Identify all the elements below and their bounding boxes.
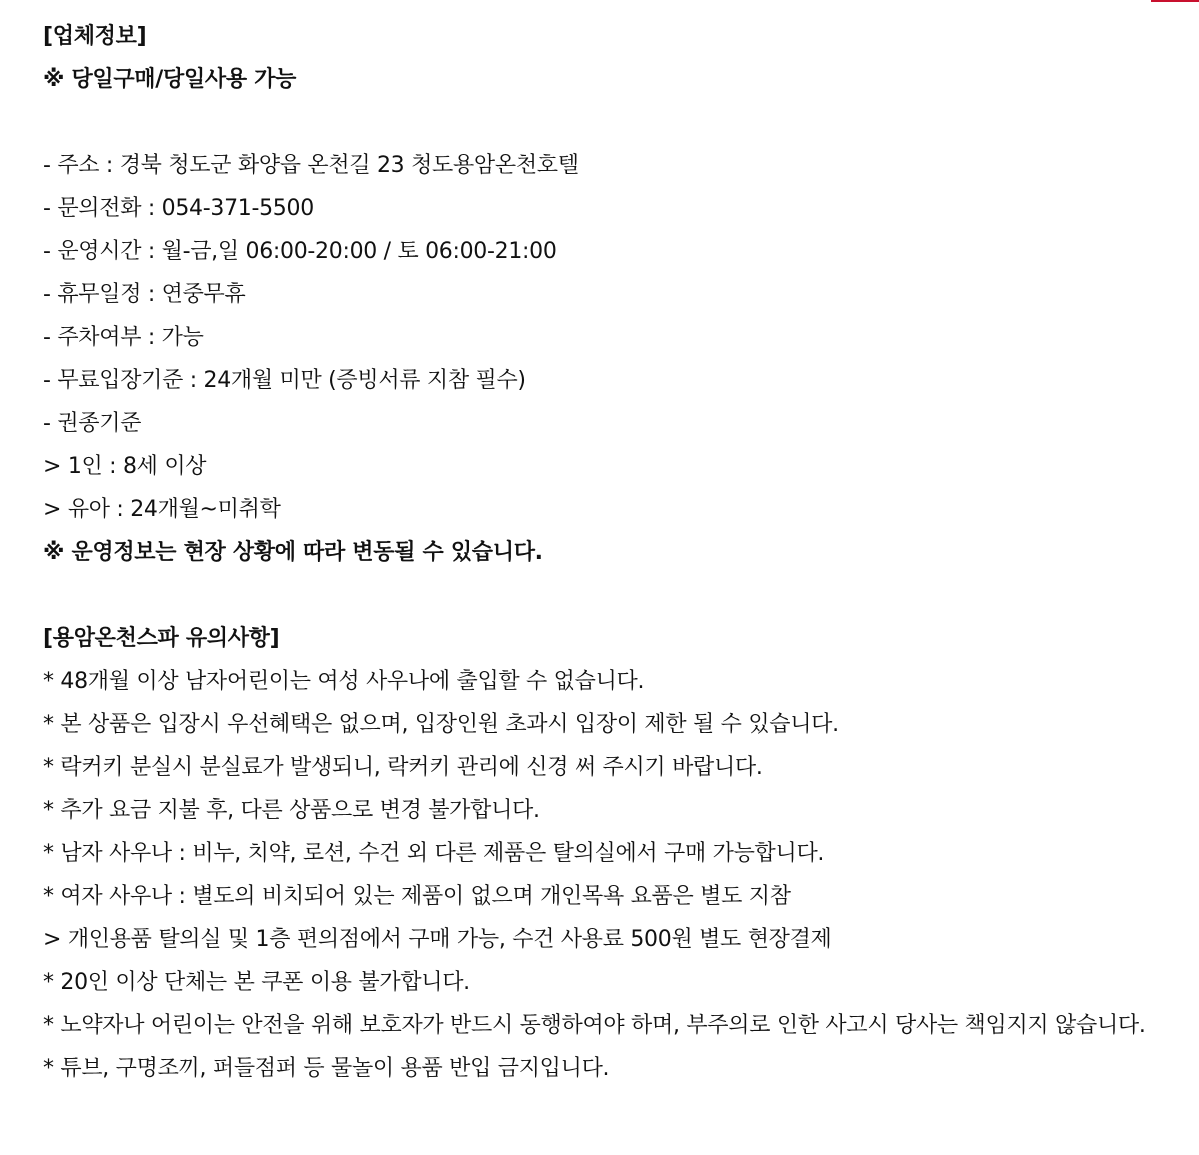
closed-days-line: - 휴무일정 : 연중무휴: [43, 282, 246, 307]
same-day-note: ※ 당일구매/당일사용 가능: [43, 67, 297, 92]
spa-note-item: * 락커키 분실시 분실료가 발생되니, 락커키 관리에 신경 써 주시기 바랍니다.: [43, 755, 763, 780]
parking-line: - 주차여부 : 가능: [43, 325, 204, 350]
free-entry-line: - 무료입장기준 : 24개월 미만 (증빙서류 지참 필수): [43, 368, 526, 393]
spacer: [43, 574, 1153, 617]
hours-line: - 운영시간 : 월-금,일 06:00-20:00 / 토 06:00-21:00: [43, 239, 557, 264]
spa-notes-heading: [용암온천스파 유의사항]: [43, 626, 280, 651]
spa-notes-section: [43, 617, 1153, 1090]
top-accent-bar: [1151, 0, 1199, 2]
company-info-heading: [업체정보]: [43, 24, 147, 49]
ticket-criteria-line: - 권종기준: [43, 411, 142, 436]
spa-note-item: * 여자 사우나 : 별도의 비치되어 있는 제품이 없으며 개인목욕 요품은 별도 지참: [43, 884, 791, 909]
product-info-content: [43, 15, 1153, 1090]
address-line: - 주소 : 경북 청도군 화양읍 온천길 23 청도용암온천호텔: [43, 153, 579, 178]
spa-note-item: * 추가 요금 지불 후, 다른 상품으로 변경 불가합니다.: [43, 798, 540, 823]
child-criteria-line: > 유아 : 24개월~미취학: [43, 497, 281, 522]
spa-note-item: * 노약자나 어린이는 안전을 위해 보호자가 반드시 동행하여야 하며, 부주의로 인한 사고시 당사는 책임지지 않습니다.: [43, 1013, 1146, 1038]
spa-note-item: > 개인용품 탈의실 및 1층 편의점에서 구매 가능, 수건 사용료 500원 별도 현장결제: [43, 927, 832, 952]
spa-note-item: * 48개월 이상 남자어린이는 여성 사우나에 출입할 수 없습니다.: [43, 669, 645, 694]
spa-note-item: * 20인 이상 단체는 본 쿠폰 이용 불가합니다.: [43, 970, 470, 995]
adult-criteria-line: > 1인 : 8세 이상: [43, 454, 207, 479]
spacer: [43, 101, 1153, 144]
spa-note-item: * 본 상품은 입장시 우선혜택은 없으며, 입장인원 초과시 입장이 제한 될 수 있습니다.: [43, 712, 839, 737]
spa-note-item: * 튜브, 구명조끼, 퍼들점퍼 등 물놀이 용품 반입 금지입니다.: [43, 1056, 610, 1081]
spa-note-item: * 남자 사우나 : 비누, 치약, 로션, 수건 외 다른 제품은 탈의실에서 구매 가능합니다.: [43, 841, 825, 866]
company-info-section: [43, 15, 1153, 617]
phone-line: - 문의전화 : 054-371-5500: [43, 196, 314, 221]
operation-notice: ※ 운영정보는 현장 상황에 따라 변동될 수 있습니다.: [43, 540, 543, 565]
